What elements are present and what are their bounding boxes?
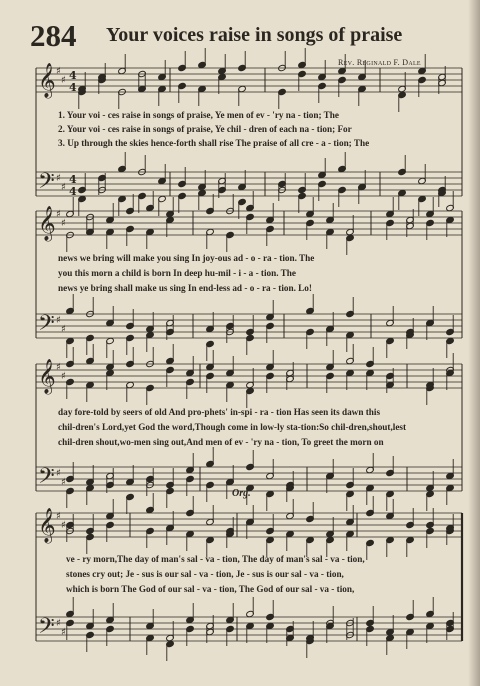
sharp-icon: ♯ xyxy=(61,371,66,382)
lyric-line: news we bring will make you sing In joy-ous ad - o - ra - tion. The xyxy=(58,253,315,263)
sharp-icon: ♯ xyxy=(61,182,66,193)
bass-clef-icon: 𝄢 xyxy=(38,464,55,494)
lyric-line: which is born The God of our sal - va - tion, The God of our sal - va - tion, xyxy=(66,584,355,594)
sharp-icon: ♯ xyxy=(61,324,66,335)
sharp-icon: ♯ xyxy=(56,315,61,326)
treble-clef-icon: 𝄞 xyxy=(38,359,56,394)
sharp-icon: ♯ xyxy=(61,75,66,86)
sharp-icon: ♯ xyxy=(61,520,66,531)
sharp-icon: ♯ xyxy=(61,218,66,229)
lyric-line: day fore-told by seers of old And pro-phets' in-spi - ra - tion Has seen its dawn this xyxy=(58,407,381,417)
treble-clef-icon: 𝄞 xyxy=(38,206,56,241)
lyric-line: 3. Up through the skies hence-forth shall rise The praise of all cre - a - tion; The xyxy=(58,138,370,148)
sharp-icon: ♯ xyxy=(56,209,61,220)
lyric-line: ve - ry morn,The day of man's sal - va - tion, The day of man's sal - va - tion, xyxy=(66,554,365,564)
hymn-title: Your voices raise in songs of praise xyxy=(106,24,403,46)
bass-clef-icon: 𝄢 xyxy=(38,311,55,341)
time-signature: 4 xyxy=(69,81,77,94)
lyric-line: you this morn a child is born In deep hu-mil - i - a - tion. The xyxy=(58,268,296,278)
sharp-icon: ♯ xyxy=(56,511,61,522)
lyric-line: chil-dren shout,wo-men sing out,And men of ev - 'ry na - tion, To greet the morn on xyxy=(58,437,384,447)
author-credit: Rev. Reginald F. Dale xyxy=(338,58,421,67)
sharp-icon: ♯ xyxy=(56,618,61,629)
time-signature: 4 xyxy=(69,185,77,198)
bass-clef-icon: 𝄢 xyxy=(38,614,55,644)
sharp-icon: ♯ xyxy=(61,627,66,638)
hymn-number: 284 xyxy=(30,18,77,53)
treble-clef-icon: 𝄞 xyxy=(38,508,56,543)
treble-clef-icon: 𝄞 xyxy=(38,63,56,98)
bass-clef-icon: 𝄢 xyxy=(38,169,55,199)
sharp-icon: ♯ xyxy=(56,173,61,184)
lyric-line: chil-dren's Lord,yet God the word,Though come in low-ly sta-tion:So chil-dren,shout,lest xyxy=(58,422,407,432)
lyric-line: 1. Your voi - ces raise in songs of praise, Ye men of ev - 'ry na - tion; The xyxy=(58,110,339,120)
sharp-icon: ♯ xyxy=(61,477,66,488)
organ-marking: Org. xyxy=(232,488,251,499)
sharp-icon: ♯ xyxy=(56,468,61,479)
lyric-line: news ye bring shall make us sing In end-less ad - o - ra - tion. Lo! xyxy=(58,283,312,293)
time-signature: 4 xyxy=(69,69,77,82)
sharp-icon: ♯ xyxy=(56,66,61,77)
lyric-line: stones cry out; Je - sus is our sal - va - tion, Je - sus is our sal - va - tion, xyxy=(66,569,344,579)
time-signature: 4 xyxy=(69,173,77,186)
lyric-line: 2. Your voi - ces raise in songs of praise, Ye chil - dren of each na - tion; For xyxy=(58,124,352,134)
page-spine-shadow xyxy=(468,0,480,686)
sharp-icon: ♯ xyxy=(56,362,61,373)
